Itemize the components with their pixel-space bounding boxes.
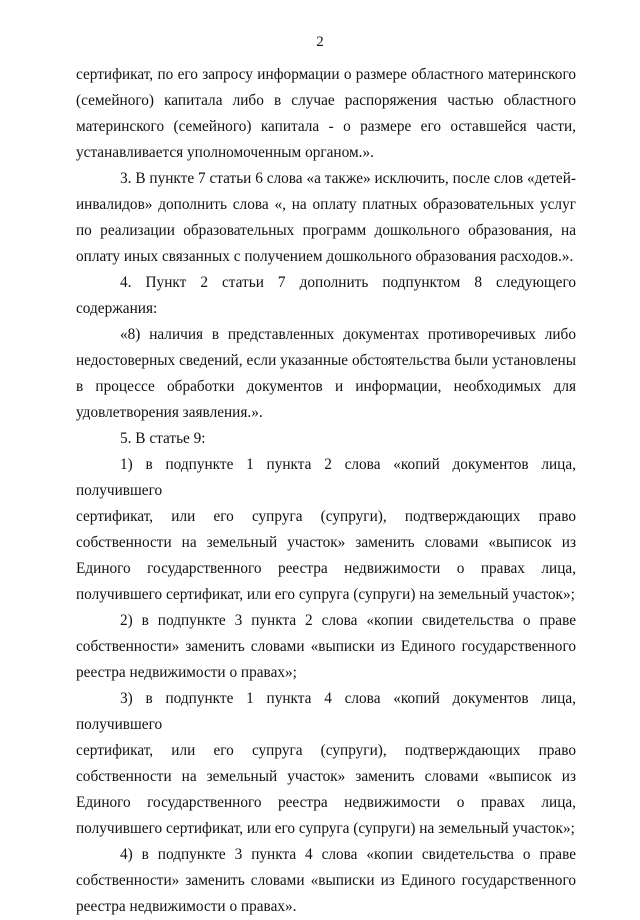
paragraph xyxy=(76,608,576,686)
text-line: получившего сертификат, или его супруга (супруги) на земельный участок»; xyxy=(76,820,575,837)
paragraph xyxy=(76,452,576,608)
text-line: Единого государственного реестра недвижимости о правах лица, xyxy=(76,560,576,577)
text-line: Единого государственного реестра недвижимости о правах лица, xyxy=(76,794,576,811)
text-line: оплату иных связанных с получением дошкольного образования расходов.». xyxy=(76,248,574,265)
text-line: 1) в подпункте 1 пункта 2 слова «копий документов лица, получившего xyxy=(76,456,576,499)
text-line: 4) в подпункте 3 пункта 4 слова «копии свидетельства о праве xyxy=(120,846,576,863)
text-line: (семейного) капитала либо в случае распоряжения частью областного xyxy=(76,92,576,109)
text-line: недостоверных сведений, если указанные обстоятельства были установлены xyxy=(76,352,576,369)
text-line: реестра недвижимости о правах»; xyxy=(76,664,297,681)
paragraph xyxy=(76,322,576,426)
text-line: собственности» заменить словами «выписки из Единого государственного xyxy=(76,872,576,889)
text-line: сертификат, по его запросу информации о размере областного материнского xyxy=(76,66,576,83)
text-line: инвалидов» дополнить слова «, на оплату платных образовательных услуг xyxy=(76,196,576,213)
text-line: «8) наличия в представленных документах противоречивых либо xyxy=(120,326,576,343)
paragraph xyxy=(76,270,576,322)
text-line: 4. Пункт 2 статьи 7 дополнить подпунктом 8 следующего содержания: xyxy=(76,274,576,317)
paragraph xyxy=(76,166,576,270)
text-line: собственности на земельный участок» заменить словами «выписок из xyxy=(76,534,576,551)
text-line: сертификат, или его супруга (супруги), подтверждающих право xyxy=(76,508,576,525)
document-body xyxy=(76,62,576,920)
text-line: 3. В пункте 7 статьи 6 слова «а также» исключить, после слов «детей- xyxy=(120,170,576,187)
paragraph xyxy=(76,842,576,920)
paragraph xyxy=(76,426,576,452)
paragraph xyxy=(76,62,576,166)
text-line: 5. В статье 9: xyxy=(120,430,206,447)
page-number: 2 xyxy=(316,34,324,50)
text-line: реестра недвижимости о правах». xyxy=(76,898,297,915)
text-line: собственности на земельный участок» заменить словами «выписок из xyxy=(76,768,576,785)
text-line: 2) в подпункте 3 пункта 2 слова «копии свидетельства о праве xyxy=(120,612,576,629)
text-line: материнского (семейного) капитала - о размере его оставшейся части, xyxy=(76,118,576,135)
text-line: в процессе обработки документов и информации, необходимых для xyxy=(76,378,576,395)
text-line: получившего сертификат, или его супруга (супруги) на земельный участок»; xyxy=(76,586,575,603)
text-line: 3) в подпункте 1 пункта 4 слова «копий документов лица, получившего xyxy=(76,690,576,733)
text-line: устанавливается уполномоченным органом.». xyxy=(76,144,374,161)
text-line: по реализации образовательных программ дошкольного образования, на xyxy=(76,222,576,239)
paragraph xyxy=(76,686,576,842)
text-line: удовлетворения заявления.». xyxy=(76,404,263,421)
text-line: собственности» заменить словами «выписки из Единого государственного xyxy=(76,638,576,655)
text-line: сертификат, или его супруга (супруги), подтверждающих право xyxy=(76,742,576,759)
